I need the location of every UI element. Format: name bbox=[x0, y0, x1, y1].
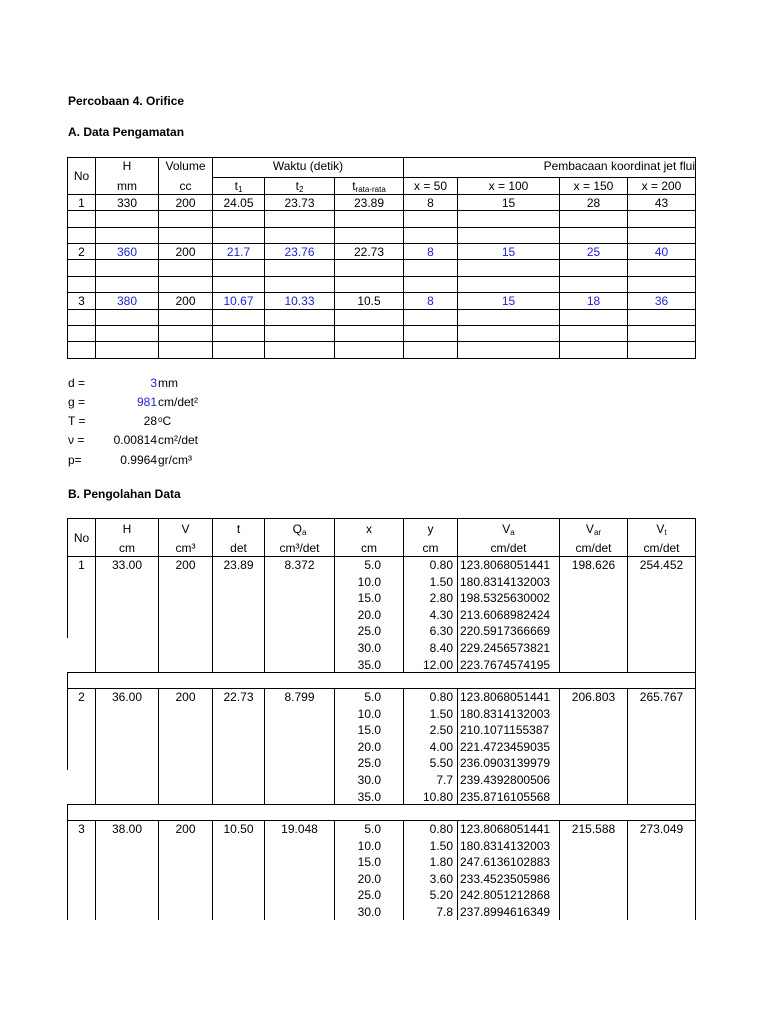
table-b-va: 242.8051212868 bbox=[460, 888, 551, 903]
col-trata-header: $t_{rata-rata}$ bbox=[352, 179, 386, 194]
col-no-header: No bbox=[73, 169, 90, 183]
table-b-va: 220.5917366669 bbox=[460, 624, 551, 639]
b-col-qa-header: $Q_a$ bbox=[292, 522, 307, 537]
table-b-y: 1.50 bbox=[429, 706, 453, 721]
page-title: Percobaan 4. Orifice bbox=[68, 94, 185, 108]
table-b-var: 206.803 bbox=[571, 690, 616, 704]
col-volume-header: Volume bbox=[165, 159, 206, 173]
table-a-cell-x200: 40 bbox=[654, 245, 669, 259]
table-b-va: 221.4723459035 bbox=[460, 739, 551, 754]
table-b-no: 1 bbox=[78, 558, 85, 572]
constant-nu: ν = 0.00814 cm²/det bbox=[68, 433, 199, 447]
table-a-cell-t1: 10.67 bbox=[223, 294, 254, 308]
table-b-va: 180.8314132003 bbox=[460, 706, 551, 721]
table-b-va: 210.1071155387 bbox=[460, 723, 550, 738]
table-b-va: 237.8994616349 bbox=[460, 905, 551, 919]
constant-T: T = 28 ᵒC bbox=[68, 414, 172, 428]
table-b-va: 123.8068051441 bbox=[460, 822, 551, 836]
table-a-cell-x150: 28 bbox=[586, 196, 601, 210]
table-b-x: 25.0 bbox=[357, 888, 381, 903]
table-b-x: 15.0 bbox=[357, 591, 381, 606]
table-b-x: 30.0 bbox=[357, 905, 381, 919]
table-a-cell-t2: 23.76 bbox=[284, 245, 315, 259]
table-b-y: 2.50 bbox=[429, 723, 453, 738]
table-b-x: 20.0 bbox=[357, 739, 381, 754]
table-a-cell-no: 3 bbox=[78, 294, 85, 308]
table-b-t: 22.73 bbox=[223, 690, 254, 704]
table-b-y: 1.50 bbox=[429, 574, 453, 589]
table-b-x: 25.0 bbox=[357, 624, 381, 639]
col-t2-header: $t_2$ bbox=[295, 179, 304, 194]
table-b-v: 200 bbox=[175, 822, 196, 836]
table-b-h: 36.00 bbox=[111, 690, 143, 704]
table-b-vt: 273.049 bbox=[639, 822, 684, 836]
table-b-h: 38.00 bbox=[111, 822, 143, 836]
table-b-va: 233.4523505986 bbox=[460, 871, 551, 886]
table-b-x: 20.0 bbox=[357, 607, 381, 622]
table-b-x: 15.0 bbox=[357, 723, 381, 738]
table-b-x: 25.0 bbox=[357, 756, 381, 771]
table-b-y: 2.80 bbox=[429, 591, 453, 606]
table-a-cell-x50: 8 bbox=[427, 294, 434, 308]
table-b-va: 229.2456573821 bbox=[460, 641, 551, 655]
table-a-cell-x100: 15 bbox=[501, 245, 516, 259]
table-a-cell-x50: 8 bbox=[427, 196, 434, 210]
table-b-no: 2 bbox=[78, 690, 85, 704]
table-a-cell-v: 200 bbox=[175, 294, 196, 308]
section-b-heading: B. Pengolahan Data bbox=[68, 487, 181, 501]
col-x150-header: x = 150 bbox=[573, 179, 614, 193]
table-b-qa: 8.799 bbox=[284, 690, 315, 704]
table-b-va: 239.4392800506 bbox=[460, 773, 551, 787]
table-b-y: 0.80 bbox=[429, 690, 453, 704]
table-a-cell-tr: 23.89 bbox=[353, 196, 385, 210]
table-b-var: 198.626 bbox=[571, 558, 616, 572]
table-b-y: 0.80 bbox=[429, 558, 453, 572]
table-a-cell-h: 380 bbox=[116, 294, 138, 308]
table-b-va: 198.5325630002 bbox=[460, 591, 551, 606]
col-x50-header: x = 50 bbox=[413, 179, 448, 193]
table-b-x: 5.0 bbox=[364, 690, 381, 704]
b-col-x-unit: cm bbox=[361, 541, 377, 555]
table-a-cell-no: 1 bbox=[78, 196, 85, 210]
table-b-x: 10.0 bbox=[357, 838, 381, 853]
b-col-va-unit: cm/det bbox=[490, 541, 527, 555]
table-b-y: 7.8 bbox=[436, 905, 453, 919]
b-col-no-header: No bbox=[73, 531, 90, 545]
table-a-cell-t2: 10.33 bbox=[284, 294, 315, 308]
col-x200-header: x = 200 bbox=[641, 179, 682, 193]
table-a-cell-h: 360 bbox=[116, 245, 138, 259]
table-a-cell-t1: 24.05 bbox=[223, 196, 254, 210]
table-b-x: 5.0 bbox=[364, 822, 381, 836]
table-b-va: 180.8314132003 bbox=[460, 838, 551, 853]
b-col-var-unit: cm/det bbox=[575, 541, 612, 555]
table-b-h: 33.00 bbox=[111, 558, 143, 572]
b-col-h-unit: cm bbox=[119, 541, 135, 555]
constant-d: d = 3 mm bbox=[68, 376, 178, 390]
table-a-cell-x100: 15 bbox=[501, 294, 516, 308]
table-a-cell-x50: 8 bbox=[427, 245, 434, 259]
table-b-x: 15.0 bbox=[357, 855, 381, 870]
table-b-y: 0.80 bbox=[429, 822, 453, 836]
table-b-vt: 254.452 bbox=[639, 558, 684, 572]
col-h-unit: mm bbox=[117, 179, 137, 193]
table-b-y: 5.20 bbox=[429, 888, 453, 903]
table-b-x: 10.0 bbox=[357, 706, 381, 721]
section-a-heading: A. Data Pengamatan bbox=[68, 125, 185, 139]
table-a-cell-x150: 18 bbox=[586, 294, 601, 308]
col-x100-header: x = 100 bbox=[488, 179, 529, 193]
table-b-va: 247.6136102883 bbox=[460, 855, 551, 870]
table-b-v: 200 bbox=[175, 690, 196, 704]
table-b-y: 10.80 bbox=[422, 789, 453, 804]
table-b-qa: 8.372 bbox=[284, 558, 315, 572]
table-b-t: 10.50 bbox=[223, 822, 254, 836]
b-col-v-header: V bbox=[181, 522, 190, 536]
table-b-x: 20.0 bbox=[357, 871, 381, 886]
table-b-va: 180.8314132003 bbox=[460, 574, 551, 589]
constant-rho: p= 0.9964 gr/cm³ bbox=[68, 453, 192, 467]
b-col-x-header: x bbox=[366, 522, 372, 536]
table-b-var: 215.588 bbox=[571, 822, 616, 836]
b-col-y-unit: cm bbox=[422, 541, 439, 555]
table-b-y: 5.50 bbox=[429, 756, 453, 771]
table-a-cell-tr: 22.73 bbox=[353, 245, 385, 259]
col-volume-unit: cc bbox=[179, 179, 192, 193]
col-t1-header: $t_1$ bbox=[234, 179, 243, 194]
table-b-y: 12.00 bbox=[422, 657, 453, 672]
table-b-y: 1.80 bbox=[429, 855, 453, 870]
table-b-va: 235.8716105568 bbox=[460, 789, 551, 804]
table-b-y: 4.30 bbox=[429, 607, 453, 622]
table-b-y: 1.50 bbox=[429, 838, 453, 853]
table-a-cell-no: 2 bbox=[78, 245, 85, 259]
table-b-y: 8.40 bbox=[429, 641, 453, 655]
b-col-h-header: H bbox=[122, 522, 132, 536]
table-a-cell-v: 200 bbox=[175, 196, 196, 210]
table-a-cell-x150: 25 bbox=[586, 245, 601, 259]
b-col-va-header: $V_a$ bbox=[502, 522, 515, 537]
b-col-var-header: $V_{ar}$ bbox=[585, 522, 602, 537]
table-b-va: 213.6068982424 bbox=[460, 607, 551, 622]
table-b-va: 223.7674574195 bbox=[460, 657, 551, 672]
table-b-t: 23.89 bbox=[223, 558, 254, 572]
table-a-cell-h: 330 bbox=[116, 196, 138, 210]
table-b-y: 4.00 bbox=[429, 739, 453, 754]
table-b-v: 200 bbox=[175, 558, 196, 572]
table-a-cell-x200: 43 bbox=[654, 196, 669, 210]
b-col-qa-unit: cm³/det bbox=[279, 541, 320, 555]
b-col-vt-header: $V_t$ bbox=[656, 522, 667, 537]
table-b-x: 35.0 bbox=[357, 657, 381, 672]
table-b-x: 10.0 bbox=[357, 574, 381, 589]
b-col-v-unit: cm³ bbox=[175, 541, 196, 555]
table-b-y: 3.60 bbox=[429, 871, 453, 886]
table-b-x: 30.0 bbox=[357, 641, 381, 655]
table-b-x: 30.0 bbox=[357, 773, 381, 787]
col-waktu-header: Waktu (detik) bbox=[272, 159, 344, 173]
table-b-va: 123.8068051441 bbox=[460, 690, 551, 704]
table-a-cell-t1: 21.7 bbox=[226, 245, 251, 259]
table-b-va: 123.8068051441 bbox=[460, 558, 551, 572]
table-a-cell-t2: 23.73 bbox=[284, 196, 315, 210]
table-a-cell-v: 200 bbox=[175, 245, 196, 259]
table-b-vt: 265.767 bbox=[639, 690, 684, 704]
table-b-x: 35.0 bbox=[357, 789, 381, 804]
table-b-qa: 19.048 bbox=[281, 822, 318, 836]
table-b-x: 5.0 bbox=[364, 558, 381, 572]
table-b-no: 3 bbox=[78, 822, 85, 836]
b-col-vt-unit: cm/det bbox=[643, 541, 680, 555]
b-col-t-header: t bbox=[236, 522, 241, 536]
table-a-cell-x200: 36 bbox=[654, 294, 669, 308]
col-h-header: H bbox=[122, 159, 132, 173]
table-a-cell-x100: 15 bbox=[501, 196, 516, 210]
b-col-y-header: y bbox=[427, 522, 434, 536]
table-b-va: 236.0903139979 bbox=[460, 756, 551, 771]
table-b-y: 6.30 bbox=[429, 624, 453, 639]
table-b-y: 7.7 bbox=[436, 773, 453, 787]
table-a-cell-tr: 10.5 bbox=[357, 294, 381, 308]
col-koordinat-header: Pembacaan koordinat jet flui bbox=[543, 159, 695, 173]
constant-g: g = 981 cm/det² bbox=[68, 395, 199, 409]
b-col-t-unit: det bbox=[230, 541, 247, 555]
